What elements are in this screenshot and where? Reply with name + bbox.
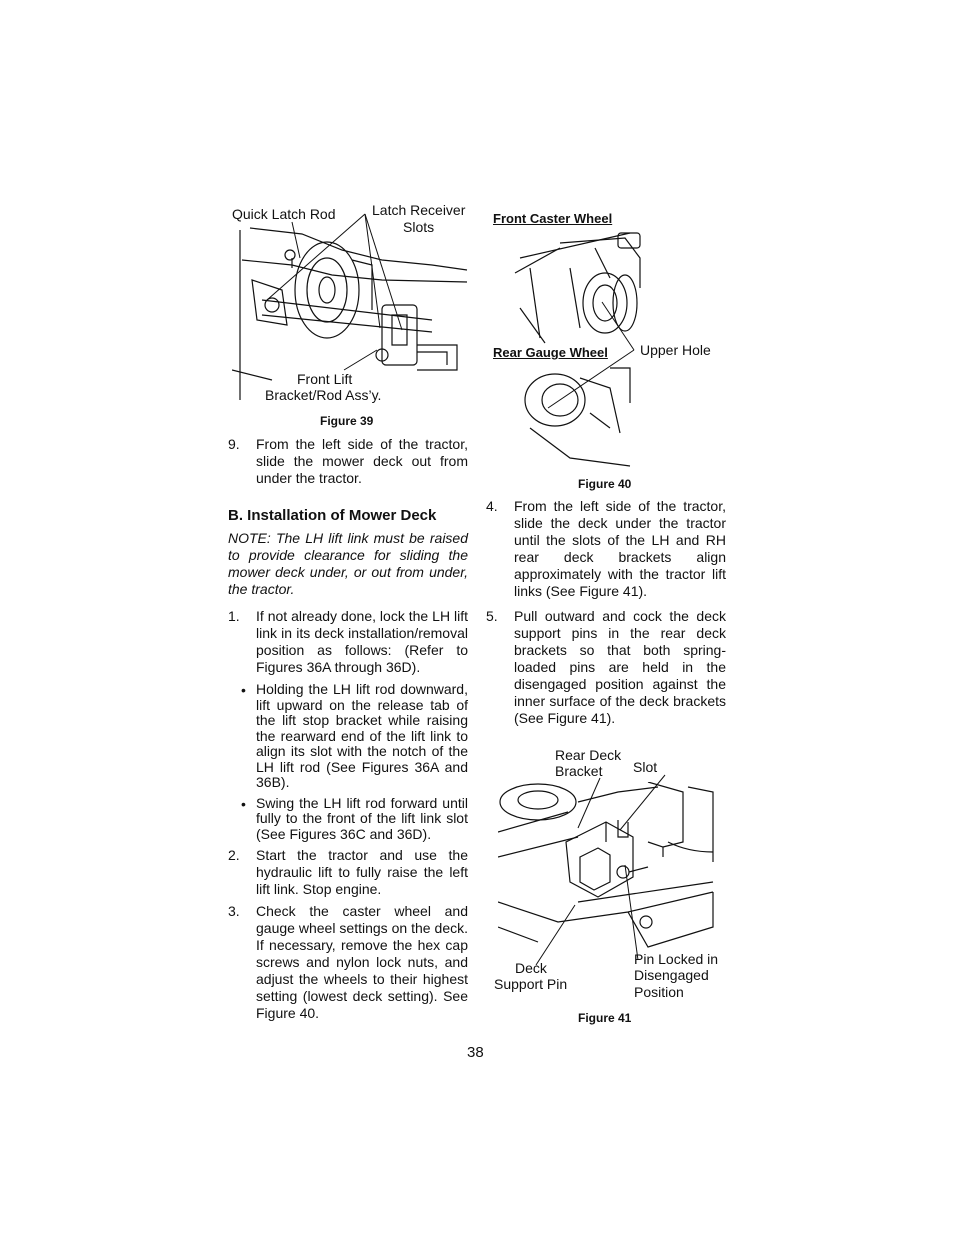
step-2 xyxy=(228,847,468,898)
figure-41-leaders xyxy=(530,770,690,980)
step-number: 2. xyxy=(228,847,240,863)
figure-41-caption: Figure 41 xyxy=(578,1011,632,1025)
left-column xyxy=(228,436,468,1027)
bullet-text: Holding the LH lift rod downward, lift upward on the release tab of the lift stop bracket while raising the rearward end of the lift link to align its slot with the notch of the LH lift rod (See Figures 36A and 36B). xyxy=(256,681,468,790)
bullet-1 xyxy=(228,682,468,791)
label-front-lift-bracket: Bracket/Rod Ass’y. xyxy=(265,387,382,403)
step-1 xyxy=(228,608,468,676)
step-text: Pull outward and cock the deck support pins in the rear deck brackets so that both spring-loaded pins are held in the disengaged position against the inner surface of the deck brackets (See Figure 41). xyxy=(514,608,726,726)
step-text: From the left side of the tractor, slide the deck under the tractor until the slots of the LH and RH rear deck brackets align approximately with the tractor lift links (See Figure 41). xyxy=(514,498,726,599)
step-number: 9. xyxy=(228,436,240,452)
label-rear-deck-bracket: Bracket xyxy=(555,763,603,779)
step-number: 4. xyxy=(486,498,498,514)
step-4 xyxy=(486,498,726,600)
step-text: From the left side of the tractor, slide the mower deck out from under the tractor. xyxy=(256,436,468,486)
step-text: Start the tractor and use the hydraulic lift to fully raise the left lift link. Stop engine. xyxy=(256,847,468,897)
step-number: 5. xyxy=(486,608,498,624)
bullet-text: Swing the LH lift rod forward until fully to the front of the lift link slot (See Figures 36C and 36D). xyxy=(256,794,468,842)
label-pin-locked-in: Pin Locked in xyxy=(634,951,719,967)
step-9 xyxy=(228,436,468,487)
label-deck-support-pin: Support Pin xyxy=(494,976,568,992)
label-disengaged: Disengaged xyxy=(634,967,709,983)
label-rear-gauge-wheel: Rear Gauge Wheel xyxy=(493,345,608,360)
section-heading: B. Installation of Mower Deck xyxy=(228,507,437,524)
note-text: NOTE: The LH lift link must be raised to provide clearance for sliding the mower deck under, or out from under, the tractor. xyxy=(228,530,468,597)
figure-39-caption: Figure 39 xyxy=(320,414,374,428)
label-front-caster-wheel: Front Caster Wheel xyxy=(493,211,613,226)
label-deck: Deck xyxy=(515,960,547,976)
step-5 xyxy=(486,608,726,727)
step-text: Check the caster wheel and gauge wheel settings on the deck. If necessary, remove the hex cap screws and nylon lock nuts, and adjust the wheels to their highest setting (lowest deck setting). See Figure 40. xyxy=(256,903,468,1021)
step-number: 3. xyxy=(228,903,240,919)
label-rear-deck: Rear Deck xyxy=(555,747,622,763)
bullet-dot: • xyxy=(241,682,246,698)
page-number: 38 xyxy=(467,1044,484,1061)
label-position: Position xyxy=(634,984,684,1000)
step-number: 1. xyxy=(228,608,240,624)
label-quick-latch-rod: Quick Latch Rod xyxy=(232,206,336,222)
label-upper-hole: Upper Hole xyxy=(640,342,711,358)
label-latch-receiver: Latch Receiver xyxy=(372,202,466,218)
figure-39-leaders xyxy=(232,200,472,400)
label-slot: Slot xyxy=(633,759,658,775)
bullet-dot: • xyxy=(241,795,246,812)
label-front-lift: Front Lift xyxy=(297,371,353,387)
bullet-2 xyxy=(228,796,468,843)
step-3 xyxy=(228,903,468,1022)
step-text: If not already done, lock the LH lift link in its deck installation/removal position as follows: (Refer to Figures 36A through 36D). xyxy=(256,608,468,675)
right-column xyxy=(486,498,726,732)
figure-40-caption: Figure 40 xyxy=(578,477,632,491)
label-latch-receiver-slots: Slots xyxy=(403,219,435,235)
